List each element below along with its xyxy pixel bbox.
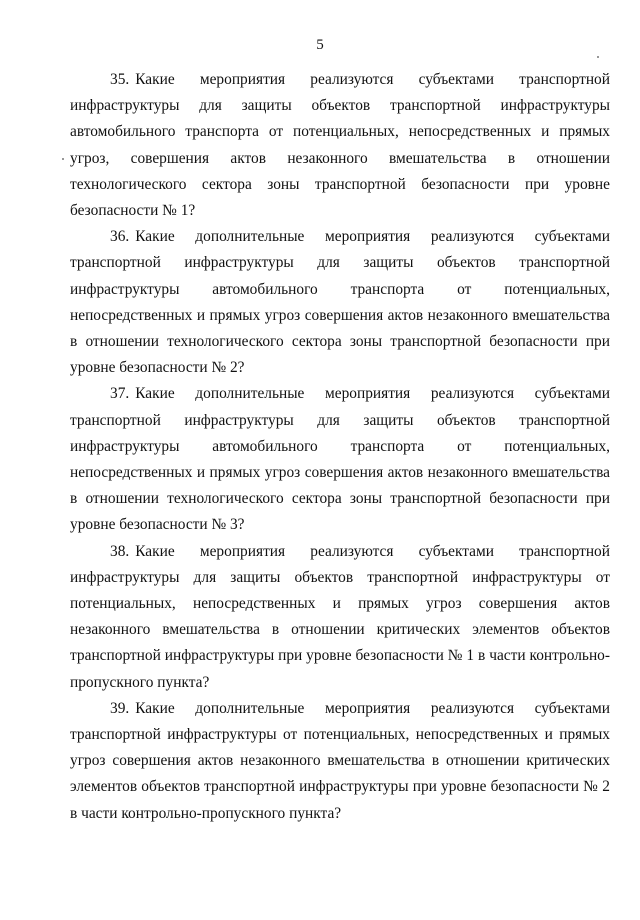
scan-speck	[62, 158, 64, 160]
question-number: 39.	[110, 699, 130, 717]
scan-speck	[597, 56, 599, 58]
question-35	[70, 67, 610, 224]
question-number: 36.	[110, 228, 130, 246]
question-text: Какие дополнительные мероприятия реализуются субъектами транспортной инфраструктуры для защиты объектов транспортной инфраструктуры автомобильного транспорта от потенциальных, непосредственных и прямых угроз совершения актов незаконного вмешательства в отношении технологического сектора зоны транспортной безопасности при уровне безопасности № 3?	[70, 385, 610, 534]
questions-list	[70, 67, 610, 827]
question-number: 37.	[110, 385, 130, 403]
question-text: Какие мероприятия реализуются субъектами транспортной инфраструктуры для защиты объектов транспортной инфраструктуры от потенциальных, непосредственных и прямых угроз совершения актов незаконного вмешательства в отношении критических элементов объектов транспортной инфраструктуры при уровне безопасности № 1 в части контрольно-пропускного пункта?	[70, 542, 610, 691]
page-number: 5	[316, 37, 324, 53]
question-37	[70, 381, 610, 538]
question-text: Какие дополнительные мероприятия реализуются субъектами транспортной инфраструктуры от потенциальных, непосредственных и прямых угроз совершения актов незаконного вмешательства в отношении критических элементов объектов транспортной инфраструктуры при уровне безопасности № 2 в части контрольно-пропускного пункта?	[70, 699, 610, 822]
question-text: Какие мероприятия реализуются субъектами транспортной инфраструктуры для защиты объектов транспортной инфраструктуры автомобильного транспорта от потенциальных, непосредственных и прямых угроз, совершения актов незаконного вмешательства в отношении технологического сектора зоны транспортной безопасности при уровне безопасности № 1?	[70, 71, 610, 220]
question-text: Какие дополнительные мероприятия реализуются субъектами транспортной инфраструктуры для защиты объектов транспортной инфраструктуры автомобильного транспорта от потенциальных, непосредственных и прямых угроз совершения актов незаконного вмешательства в отношении технологического сектора зоны транспортной безопасности при уровне безопасности № 2?	[70, 228, 610, 377]
question-36	[70, 224, 610, 381]
question-39	[70, 696, 610, 827]
question-38	[70, 539, 610, 696]
question-number: 35.	[110, 71, 130, 88]
question-number: 38.	[110, 542, 130, 560]
